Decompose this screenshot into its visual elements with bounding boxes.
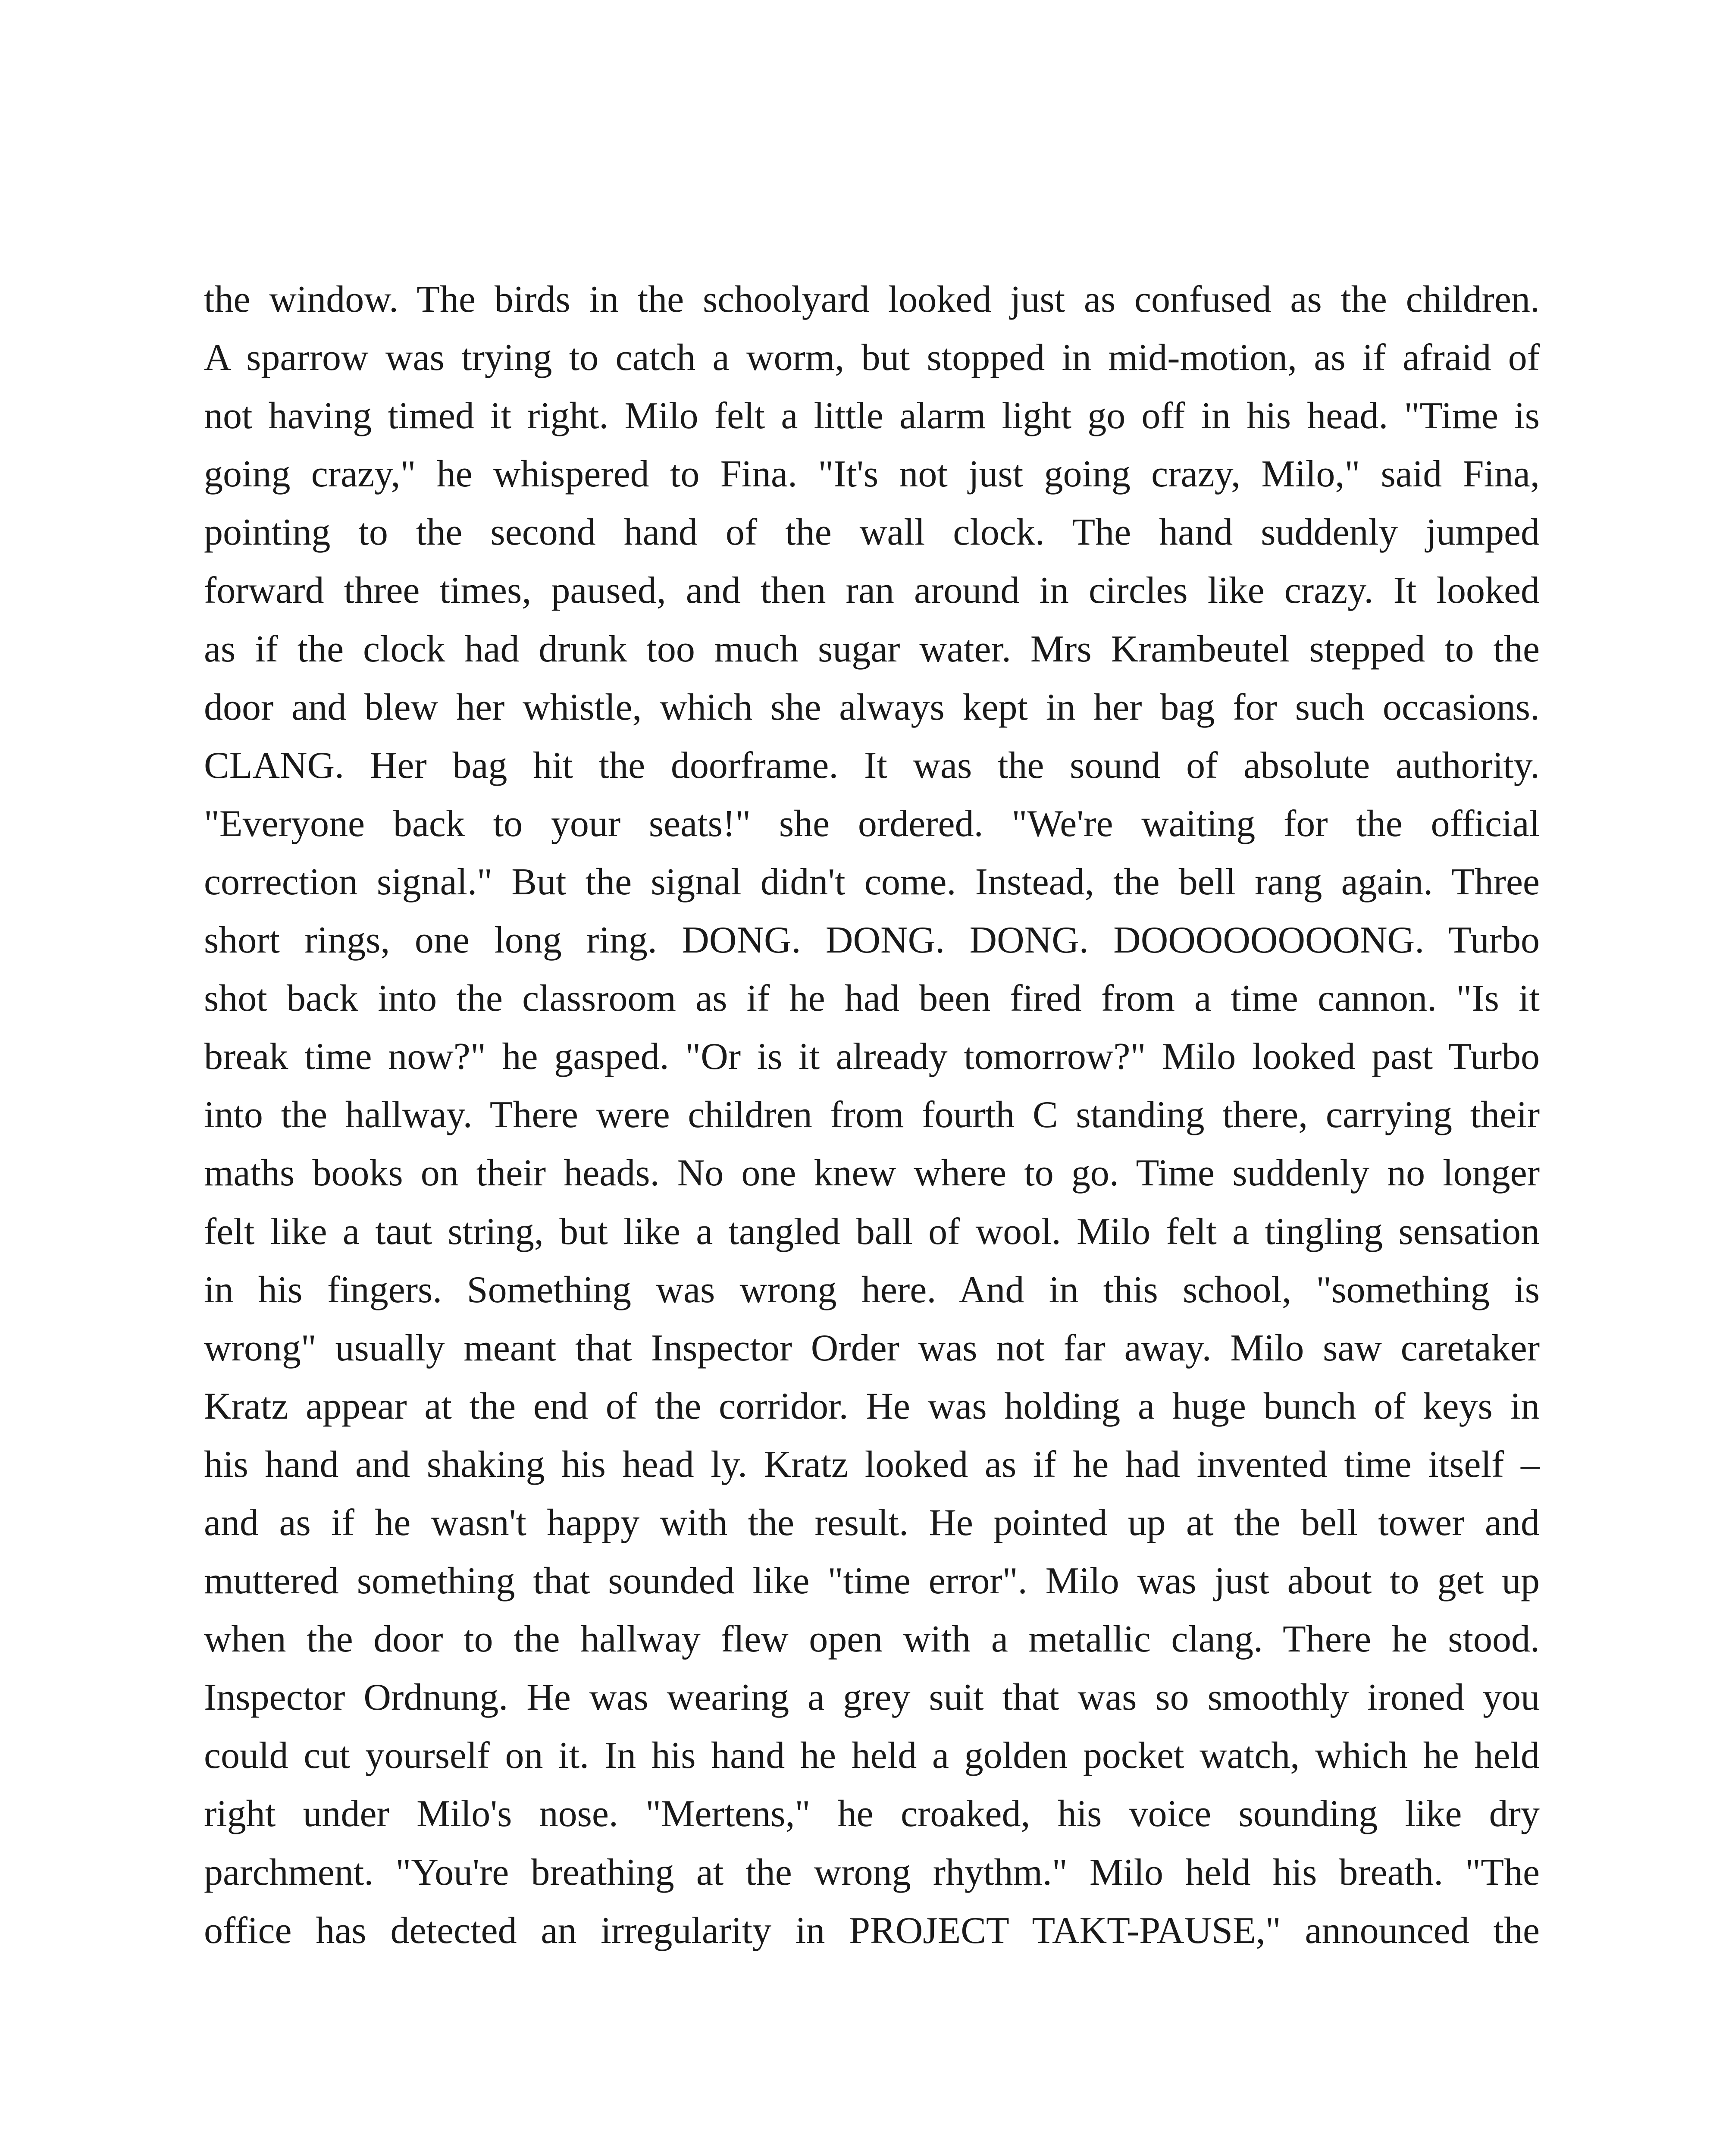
text-line-1: the window. The birds in the schoolyard looked just as confused as the children. [204,279,1540,320]
text-line-2: A sparrow was trying to catch a worm, but stopped in mid-motion, as if afraid of [204,337,1540,379]
text-line-26: could cut yourself on it. In his hand he held a golden pocket watch, which he held [204,1735,1540,1777]
text-line-28: parchment. "You're breathing at the wrong rhythm." Milo held his breath. "The [204,1851,1540,1893]
text-line-11: correction signal." But the signal didn't come. Instead, the bell rang again. Three [204,861,1540,903]
text-line-22: and as if he wasn't happy with the result. He pointed up at the bell tower and [204,1501,1540,1544]
text-line-20: Kratz appear at the end of the corridor. He was holding a huge bunch of keys in [204,1385,1540,1427]
text-line-8: door and blew her whistle, which she always kept in her bag for such occasions. [204,686,1540,728]
text-line-4: going crazy," he whispered to Fina. "It's not just going crazy, Milo," said Fina, [204,453,1540,495]
text-line-16: maths books on their heads. No one knew where to go. Time suddenly no longer [204,1152,1540,1194]
text-line-15: into the hallway. There were children from fourth C standing there, carrying their [204,1094,1540,1136]
text-line-9: CLANG. Her bag hit the doorframe. It was the sound of absolute authority. [204,744,1540,787]
text-line-21: his hand and shaking his head ly. Kratz looked as if he had invented time itself – [204,1443,1540,1485]
text-line-25: Inspector Ordnung. He was wearing a grey suit that was so smoothly ironed you [204,1677,1540,1719]
text-line-19: wrong" usually meant that Inspector Order was not far away. Milo saw caretaker [204,1327,1540,1369]
text-line-17: felt like a taut string, but like a tangled ball of wool. Milo felt a tingling sensation [204,1210,1540,1253]
text-line-5: pointing to the second hand of the wall clock. The hand suddenly jumped [204,511,1540,554]
text-line-12: short rings, one long ring. DONG. DONG. DONG. DOOOOOOOONG. Turbo [204,919,1540,962]
text-line-6: forward three times, paused, and then ran around in circles like crazy. It looked [204,570,1540,612]
text-line-23: muttered something that sounded like "time error". Milo was just about to get up [204,1560,1540,1602]
text-line-3: not having timed it right. Milo felt a little alarm light go off in his head. "Time is [204,395,1540,437]
text-line-18: in his fingers. Something was wrong here. And in this school, "something is [204,1269,1540,1311]
text-line-27: right under Milo's nose. "Mertens," he croaked, his voice sounding like dry [204,1793,1540,1835]
text-line-7: as if the clock had drunk too much sugar water. Mrs Krambeutel stepped to the [204,628,1540,670]
body-paragraph [204,270,1540,1960]
text-line-29: office has detected an irregularity in PROJECT TAKT-PAUSE," announced the [204,1909,1540,1952]
text-line-24: when the door to the hallway flew open with a metallic clang. There he stood. [204,1618,1540,1661]
text-line-14: break time now?" he gasped. "Or is it already tomorrow?" Milo looked past Turbo [204,1036,1540,1078]
text-line-13: shot back into the classroom as if he had been fired from a time cannon. "Is it [204,978,1540,1020]
text-line-10: "Everyone back to your seats!" she ordered. "We're waiting for the official [204,802,1540,845]
